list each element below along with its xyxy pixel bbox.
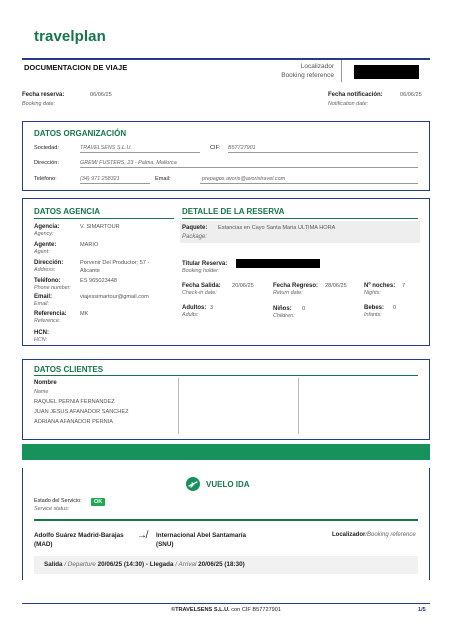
agency-phone-label: Teléfono: [34,278,61,284]
package-label-en: Package: [182,234,208,240]
agent-value: MARIO [80,242,99,248]
booking-reference-label: Localizador Booking reference [281,63,334,79]
org-email-value: prepagos.avoris@avoristravel.com [202,176,286,182]
booking-date-label-en: Booking date: [22,101,55,107]
infants-value: 0 [393,305,397,311]
agency-email-value: viajessimartour@gmail.com [80,294,149,300]
status-badge: OK [91,498,105,506]
company-value: TRAVELSENS S.L.U. [80,145,132,151]
package-value: Estancias en Cayo Santa Maria ULTIMA HORA [218,225,336,231]
agency-address-label-en: Address: [34,267,56,273]
agency-title: DATOS AGENCIA [34,207,101,216]
client-name-2: JUAN JESUS AFANADOR SANCHEZ [34,409,129,415]
children-value: 0 [302,306,306,312]
reference-label-en: Reference: [34,318,61,324]
clients-column-divider-1 [178,378,179,434]
agency-email-label: Email: [34,294,53,300]
adults-value: 3 [210,305,214,311]
org-phone-label: Teléfono: [34,176,57,182]
clients-column-divider-2 [298,378,299,434]
redacted-booking-holder [236,259,320,268]
travelplan-logo: travelplan [34,28,106,45]
org-address-value: GREMI FUSTERS, 23 - Palma, Mallorca [80,160,177,166]
package-label: Paquete: [182,225,208,231]
flight-booking-reference: Localizador/Booking reference [332,532,416,538]
children-label-en: Children: [273,313,295,319]
service-status-label-en: Service status: [34,506,70,512]
nights-label-en: Nights: [364,290,381,296]
airplane-icon [186,477,200,491]
agency-phone-value: ES 965023448 [80,278,118,284]
checkin-label: Fecha Salida: [182,283,221,289]
notification-date-label-en: Notification date: [328,101,369,107]
org-address-label: Dirección: [34,160,59,166]
agency-address-value-2: Alicante [80,268,100,274]
return-label-en: Return date: [273,290,303,296]
adults-label-en: Adults: [182,312,199,318]
reference-label: Referencia: [34,311,67,317]
clients-name-header-en: Name [34,389,49,395]
adults-label: Adultos: [182,305,207,311]
agency-value: V. SIMARTOUR [80,224,120,230]
booking-holder-label-en: Booking holder: [182,268,220,274]
booking-holder-label: Titular Reserva: [182,261,228,267]
route-arrow-icon: ↛ [137,530,147,541]
clients-title-rule [34,375,418,376]
reference-value: MK [80,311,89,317]
infants-label-en: Infants: [364,312,382,318]
document-title: DOCUMENTACION DE VIAJE [24,63,128,72]
hcn-label: HCN: [34,330,49,336]
notification-date-label: Fecha notificación: [328,92,383,98]
flight-left-border [22,468,23,580]
org-phone-value: (34) 971 258321 [80,176,120,182]
clients-title: DATOS CLIENTES [34,365,104,374]
clients-name-header: Nombre [34,380,57,386]
children-label: Niños: [273,306,292,312]
return-value: 28/06/25 [325,283,347,289]
agency-address-value-1: Porvenir Del Productor; 57 - [80,260,150,266]
client-name-3: ADRIANA AFANADOR PERNIA [34,419,113,425]
agency-address-label: Dirección: [34,260,64,266]
flight-schedule: Salida / Departure 20/06/25 (14:30) - Llegada / Arrival 20/06/25 (18:30) [44,561,245,568]
org-email-label: Email: [155,176,171,182]
company-underline [80,152,200,153]
booking-date-label: Fecha reserva: [22,92,65,98]
booking-date-value: 06/06/25 [90,92,112,98]
flight-title: VUELO IDA [206,480,250,489]
agency-email-label-en: Email: [34,301,49,307]
destination-airport: Internacional Abel Santamaría [156,532,247,539]
cif-underline [228,152,418,153]
client-name-1: RAQUEL PERNIA FERNANDEZ [34,399,115,405]
notification-date-value: 06/06/25 [400,92,422,98]
page-number: 1/5 [418,607,426,613]
return-label: Fecha Regreso: [273,283,319,289]
cif-label: CIF: [210,145,221,151]
agent-label-en: Agent: [34,249,50,255]
destination-code: (SNU) [156,541,174,548]
reservation-title: DETALLE DE LA RESERVA [182,207,285,216]
footer-rule [22,603,430,604]
reservation-title-rule [182,218,418,219]
flight-right-border [429,468,430,580]
service-status-label: Estado del Servicio: [34,498,82,504]
organization-title: DATOS ORGANIZACIÓN [34,129,127,138]
footer-company: ©TRAVELSENS S.L.U. con CIF B57727901 [170,607,282,613]
checkin-label-en: Check-in date: [182,290,217,296]
company-label: Sociedad: [34,145,59,151]
agent-label: Agente: [34,242,57,248]
nights-value: 7 [402,283,406,289]
org-address-underline [80,167,418,168]
nights-label: Nº noches: [364,283,396,289]
cif-value: B57727901 [228,145,256,151]
redacted-booking-reference [354,65,419,79]
org-email-underline [200,183,418,184]
org-phone-underline [80,183,150,184]
agency-title-rule [34,218,174,219]
origin-airport: Adolfo Suárez Madrid-Barajas [34,532,124,539]
infants-label: Bebes: [364,305,385,311]
section-separator-bar [22,444,430,460]
agency-label-en: Agency: [34,231,54,237]
flight-rule [34,519,418,521]
header-divider [341,60,342,82]
origin-code: (MAD) [34,541,53,548]
agency-label: Agencia: [34,224,60,230]
agency-phone-label-en: Phone number: [34,285,71,291]
checkin-value: 20/06/25 [232,283,254,289]
hcn-label-en: HCN: [34,337,48,343]
